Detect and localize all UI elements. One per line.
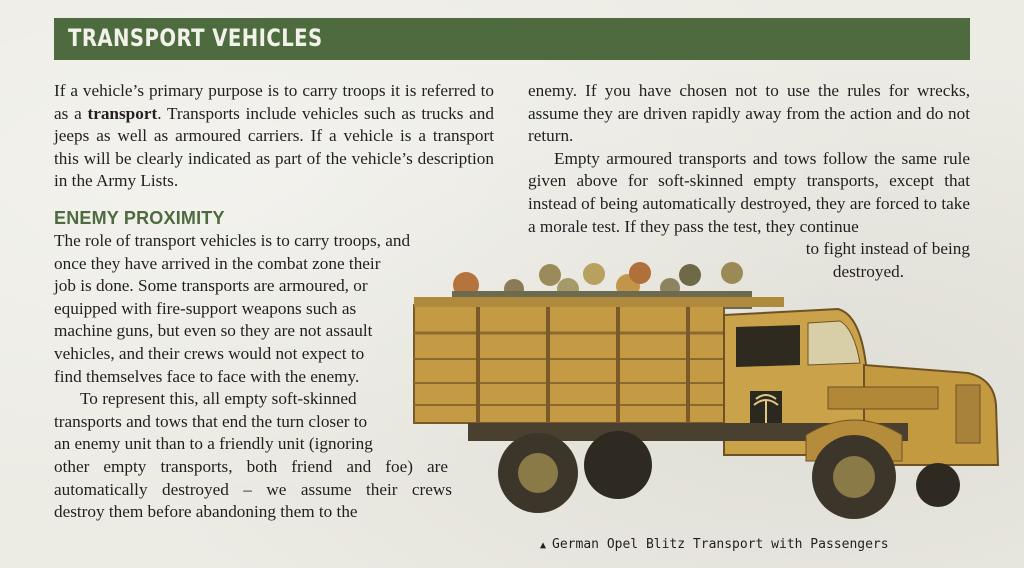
body-line: equipped with fire-support weapons such as — [54, 298, 357, 318]
transport-term: transport — [87, 103, 158, 123]
body-line: machine guns, but even so they are not assault — [54, 321, 373, 341]
wrapped-line-end: destroyed. — [832, 261, 904, 281]
body-line: job is done. Some transports are armoured, or — [54, 276, 368, 296]
image-caption — [540, 537, 889, 552]
body-line: other empty transports, both friend and foe) are — [54, 456, 448, 476]
body-line: destroy them before abandoning them to the — [54, 502, 358, 522]
body-line: The role of transport vehicles is to carry troops, and — [54, 230, 411, 250]
right-column — [528, 80, 970, 283]
armoured-transports-paragraph: Empty armoured transports and tows follow the same rule given above for soft-skinned empty transports, except that instead of being automatically destroyed, they are forced to take a morale test. If they pass the test, they continue — [528, 148, 970, 236]
triangle-up-icon: ▲ — [540, 540, 547, 551]
body-line: transports and tows that end the turn closer to — [54, 411, 368, 431]
opel-blitz-truck-image — [408, 255, 1008, 535]
body-line: automatically destroyed – we assume their crews — [54, 479, 452, 499]
body-line: To represent this, all empty soft-skinned — [80, 389, 357, 409]
body-line: vehicles, and their crews would not expect to — [54, 343, 365, 363]
intro-text-start: If a vehicle’s primary purpose is to carry troops it is referred to as a — [54, 81, 494, 123]
body-line: find themselves face to face with the enemy. — [54, 366, 360, 386]
intro-text-end: . Transports include vehicles such as trucks and jeeps as well as armoured carriers. If a vehicle is a transport this will be clearly indicated as part of the vehicle’s description in the Army Lists. — [54, 103, 494, 191]
intro-paragraph — [54, 80, 494, 193]
title-banner — [54, 18, 970, 60]
body-line: once they have arrived in the combat zone their — [54, 253, 381, 273]
section-heading: ENEMY PROXIMITY — [54, 207, 225, 228]
caption-text: German Opel Blitz Transport with Passengers — [552, 537, 889, 552]
wrapped-line: to fight instead of being — [805, 239, 970, 259]
body-line: an enemy unit than to a friendly unit (ignoring — [54, 434, 373, 454]
wheels — [468, 420, 960, 519]
continued-paragraph: enemy. If you have chosen not to use the rules for wrecks, assume they are driven rapidly away from the action and do not return. — [528, 81, 970, 146]
page-title: TRANSPORT VEHICLES — [68, 24, 323, 52]
palm-tree-icon — [750, 391, 782, 427]
